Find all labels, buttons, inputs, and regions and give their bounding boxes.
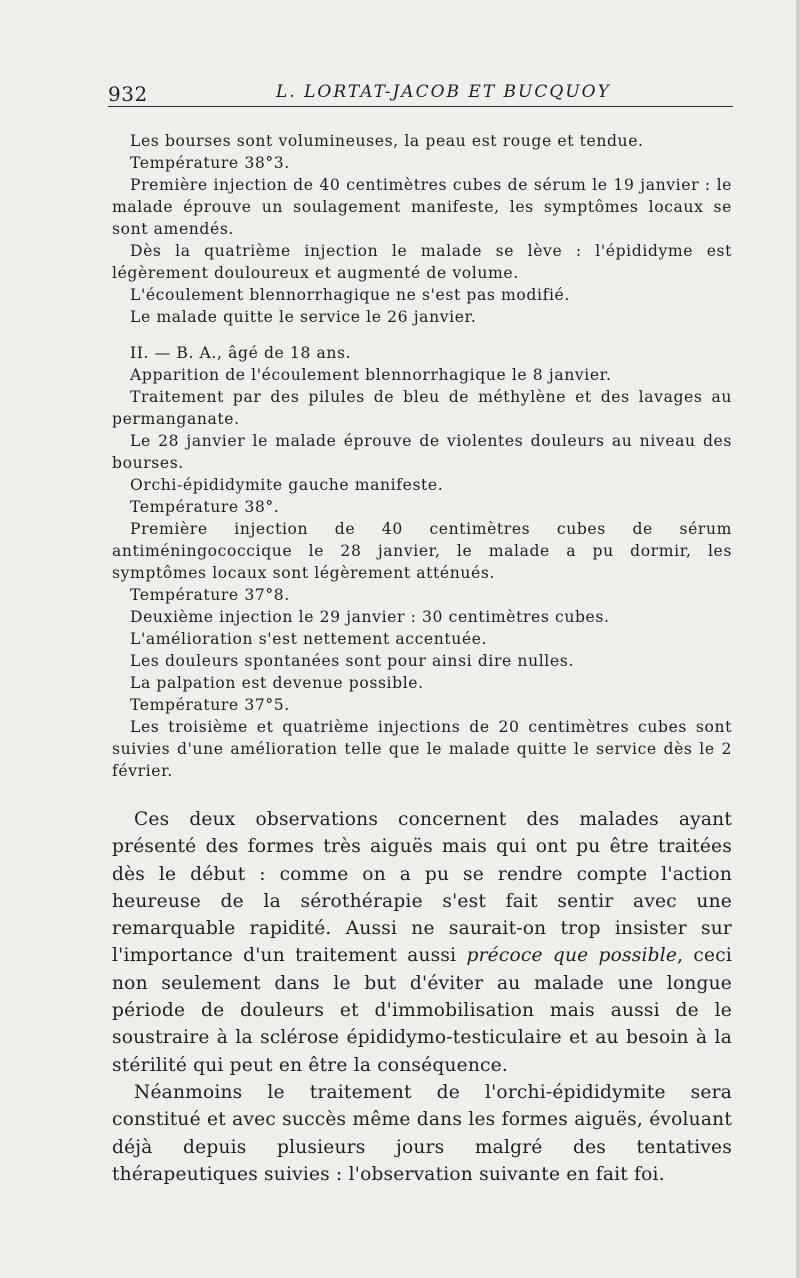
case-note-line: Température 38°. xyxy=(130,498,280,516)
case-note-line: Le 28 janvier le malade éprouve de violentes douleurs au niveau des bourses. xyxy=(112,432,732,472)
page-edge xyxy=(796,0,800,1278)
case-note-line: Première injection de 40 centimètres cubes de sérum le 19 janvier : le malade éprouve un soulagement manifeste, les symptômes locaux se sont amendés. xyxy=(112,176,732,238)
case-note-line: Traitement par des pilules de bleu de méthylène et des lavages au permanganate. xyxy=(112,388,732,428)
case-note-line: L'amélioration s'est nettement accentuée. xyxy=(130,630,488,648)
page-header xyxy=(108,82,733,107)
case-note-line: Température 37°8. xyxy=(130,586,290,604)
body-text xyxy=(112,806,732,1188)
case-note-line: Deuxième injection le 29 janvier : 30 centimètres cubes. xyxy=(130,608,610,626)
case-heading: II. — B. A., âgé de 18 ans. xyxy=(130,344,352,362)
paragraph-1-emphasis: précoce que possible xyxy=(466,945,678,967)
case-note-line: L'écoulement blennorrhagique ne s'est pas modifié. xyxy=(130,286,570,304)
case-note-line: Les douleurs spontanées sont pour ainsi dire nulles. xyxy=(130,652,574,670)
case-note-line: Le malade quitte le service le 26 janvier. xyxy=(130,308,477,326)
case-note-line: Dès la quatrième injection le malade se lève : l'épididyme est légèrement douloureux et augmenté de volume. xyxy=(112,242,732,282)
case-note-line: Première injection de 40 centimètres cubes de sérum antiméningococcique le 28 janvier, le malade a pu dormir, les symptômes locaux sont légèrement atténués. xyxy=(112,520,732,582)
paragraph-1-end: , ceci non seulement dans le but d'éviter au malade une longue période de douleurs et d'immobilisation mais aussi de le soustraire à la sclérose épididymo-testiculaire et au besoin à la stérilité qui peut en être la conséquence. xyxy=(112,945,732,1076)
running-title: L. LORTAT-JACOB ET BUCQUOY xyxy=(276,82,611,102)
paragraph-1-start: Ces deux observations concernent des malades ayant présenté des formes très aiguës mais qui ont pu être traitées dès le début : comme on a pu se rendre compte l'action heureuse de la sérothérapie s'est fait sentir avec une remarquable rapidité. Aussi ne saurait-on trop insister sur l'importance d'un traitement aussi xyxy=(112,809,732,967)
case-note-line: Les troisième et quatrième injections de 20 centimètres cubes sont suivies d'une amélioration telle que le malade quitte le service dès le 2 février. xyxy=(112,718,732,780)
case-notes xyxy=(112,130,732,782)
case-note-line: Les bourses sont volumineuses, la peau est rouge et tendue. xyxy=(130,132,644,150)
paragraph-2: Néanmoins le traitement de l'orchi-épididymite sera constitué et avec succès même dans les formes aiguës, évoluant déjà depuis plusieurs jours malgré des tentatives thérapeutiques suivies : l'observation suivante en fait foi. xyxy=(112,1081,732,1185)
case-note-line: Apparition de l'écoulement blennorrhagique le 8 janvier. xyxy=(130,366,612,384)
page-number: 932 xyxy=(108,82,148,106)
case-note-line: Orchi-épididymite gauche manifeste. xyxy=(130,476,444,494)
paragraph-1 xyxy=(112,806,732,1079)
case-note-line: La palpation est devenue possible. xyxy=(130,674,424,692)
case-note-line: Température 37°5. xyxy=(130,696,290,714)
case-note-line: Température 38°3. xyxy=(130,154,290,172)
